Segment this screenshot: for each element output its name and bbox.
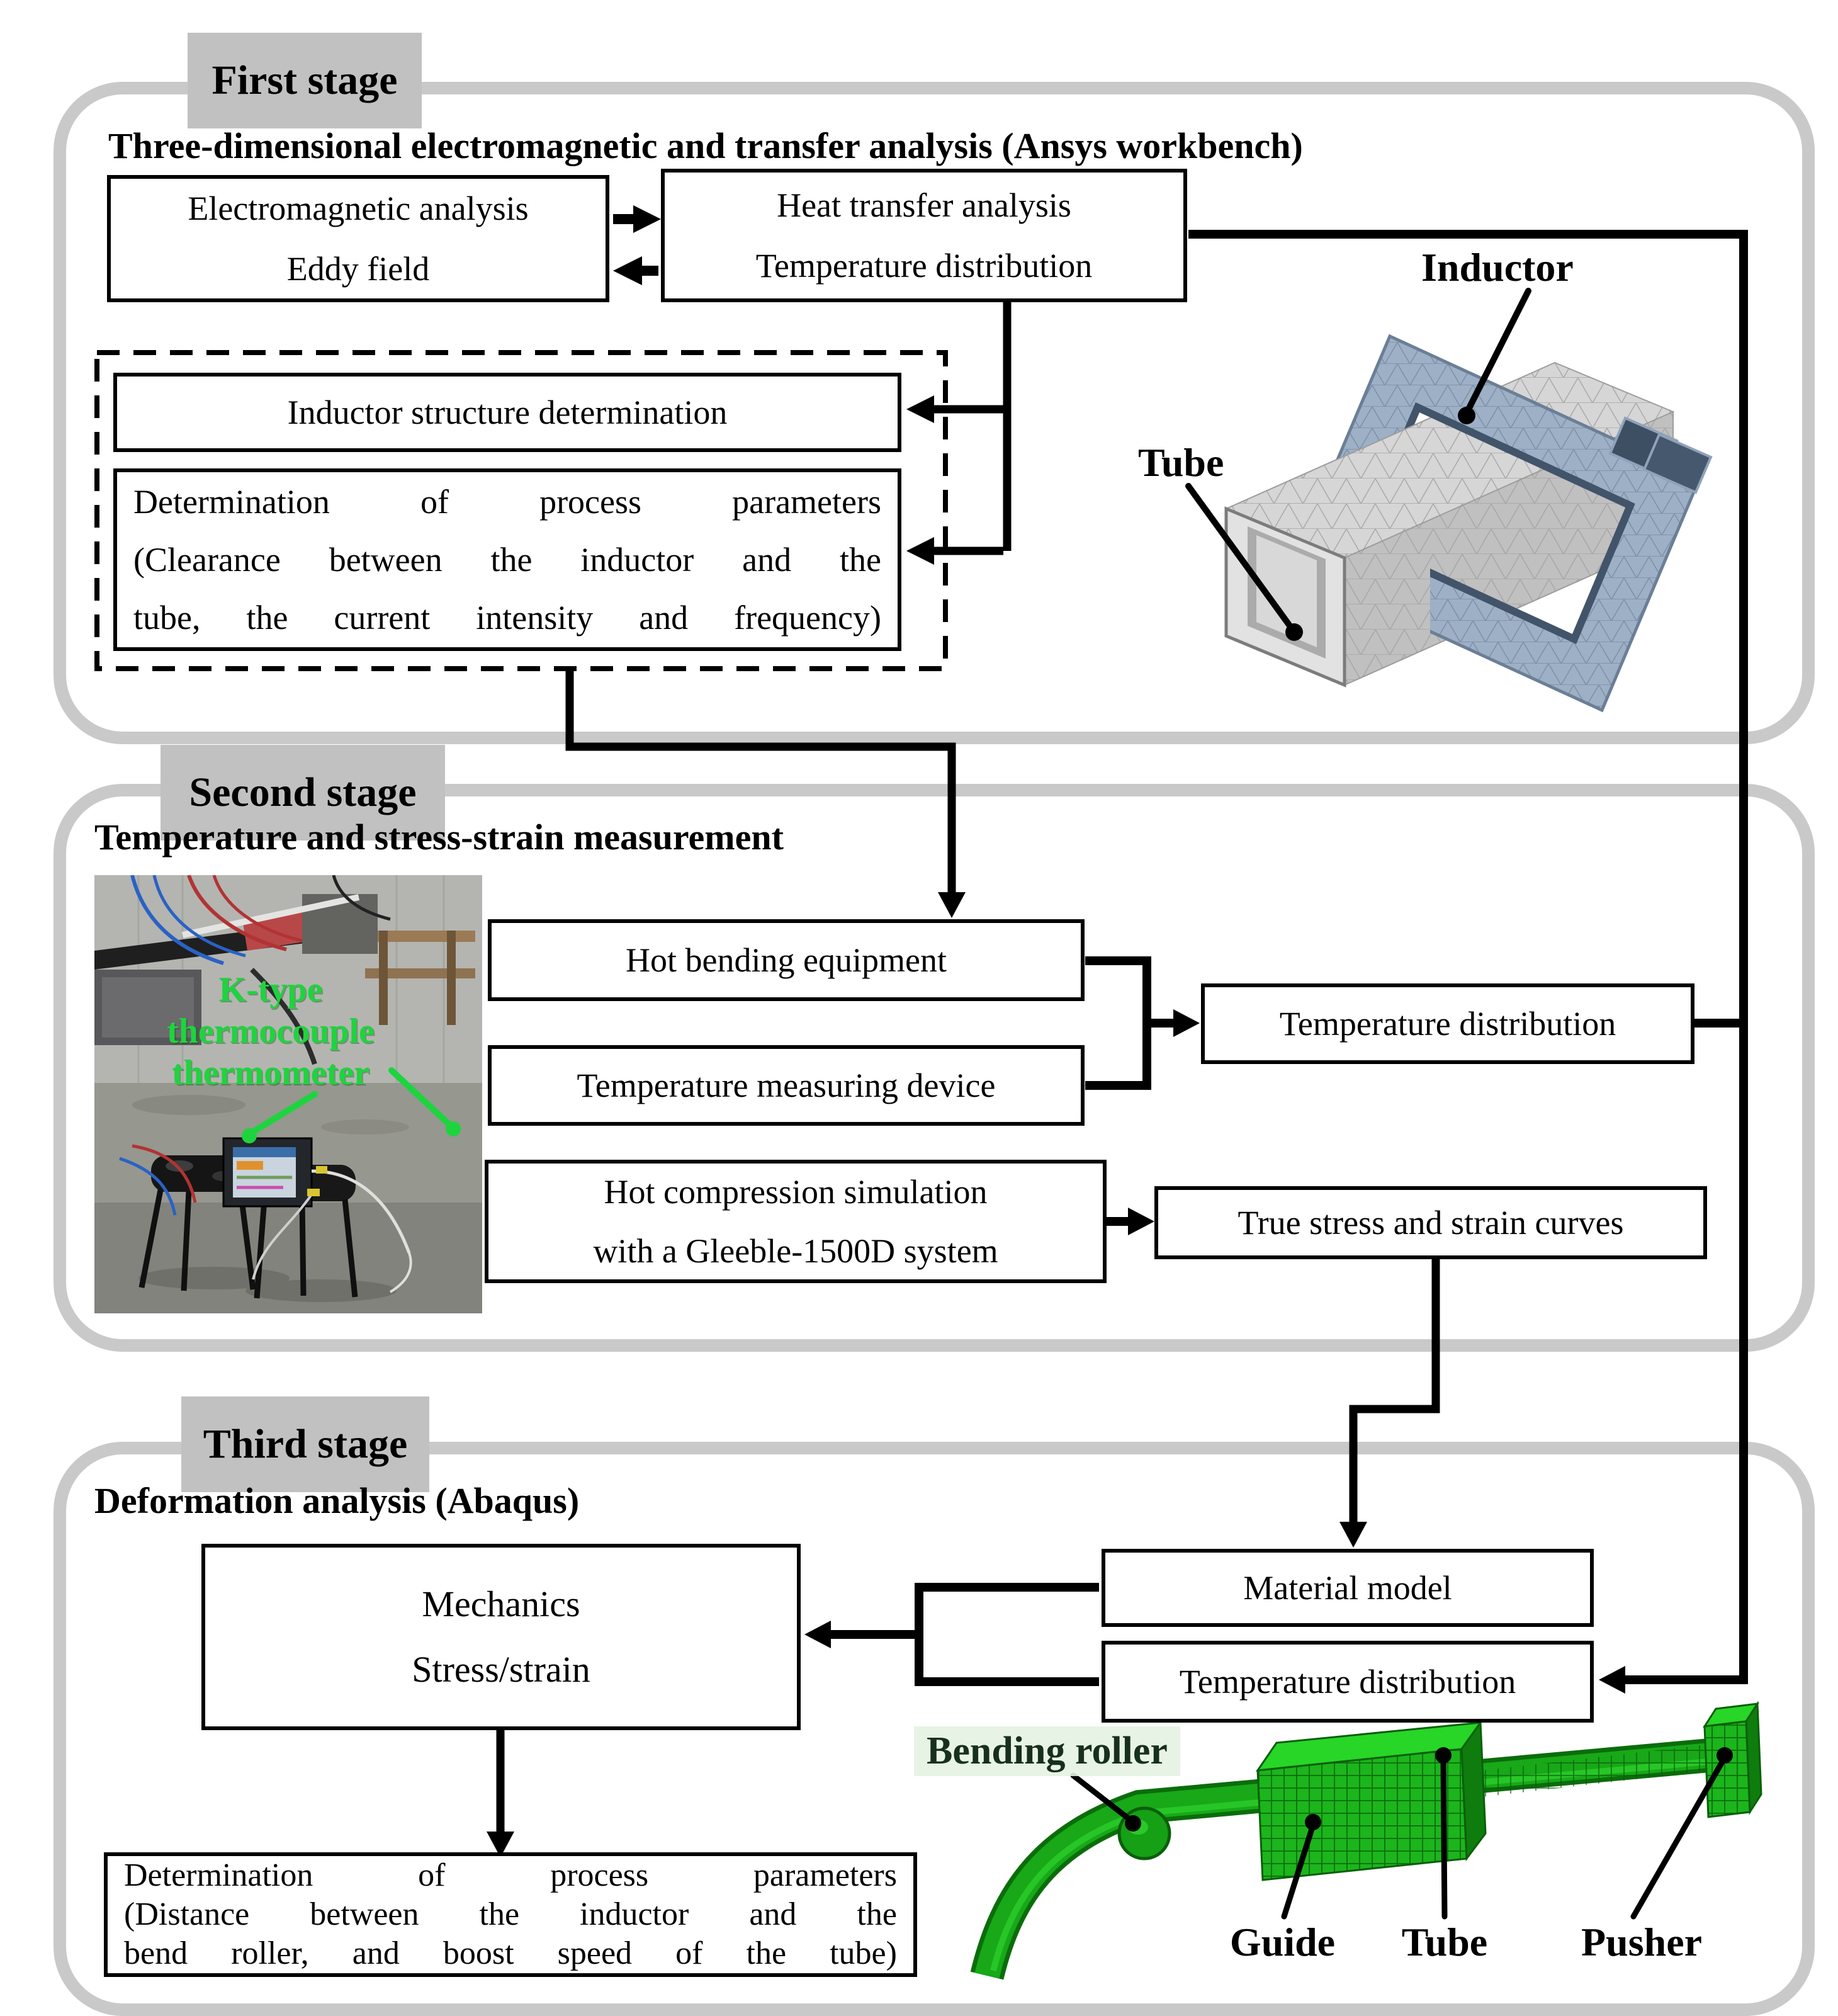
stage3-header: Deformation analysis (Abaqus) [94,1480,580,1521]
photo-annotation-line3: thermometer [171,1053,369,1092]
box-process-parameters-3: Determination of process parameters (Distance between the inductor and the bend roller, and boost speed of the tube) [104,1852,917,1977]
guide-3d [1258,1723,1486,1880]
box-electromagnetic-analysis: Electromagnetic analysis Eddy field [107,175,609,302]
pusher-leader [1633,1760,1723,1917]
stage1-label: First stage [188,33,422,128]
inductor-label: Inductor [1421,245,1574,290]
box-true-stress-strain: True stress and strain curves [1154,1186,1707,1259]
box-hot-bending-equipment: Hot bending equipment [488,919,1085,1001]
tube-label: Tube [1138,440,1224,485]
stage2-label: Second stage [161,745,445,841]
box-heat-transfer-analysis: Heat transfer analysis Temperature distribution [661,169,1187,302]
bracket-stage3 [919,1587,1099,1682]
box-temperature-distribution-3: Temperature distribution [1102,1641,1594,1723]
guide-label: Guide [1229,1920,1336,1964]
photo-leader-dot1 [242,1128,257,1143]
tube-leader-dot [1285,623,1303,641]
box-hot-compression-simulation: Hot compression simulation with a Gleeble-1500D system [485,1160,1107,1283]
inductor-leader-dot [1458,407,1475,424]
tube3-leader [1443,1762,1445,1917]
stage1-header: Three-dimensional electromagnetic and transfer analysis (Ansys workbench) [108,125,1303,166]
box-material-model: Material model [1102,1549,1594,1627]
stage2-header: Temperature and stress-strain measurement [94,817,784,858]
pusher-label: Pusher [1581,1920,1702,1964]
bus-stage2 [1085,961,1147,1085]
tube3-dot [1435,1747,1452,1764]
box-mechanics-stress-strain: Mechanics Stress/strain [201,1544,801,1730]
box-process-parameters-1: Determination of process parameters (Clearance between the inductor and the tube, the current intensity and frequency) [113,468,901,651]
stage3-label: Third stage [181,1396,429,1492]
box-temperature-measuring-device: Temperature measuring device [488,1045,1085,1126]
bending-roller-label: Bending roller [914,1726,1180,1776]
photo-annotation-line2: thermocouple [167,1012,375,1051]
box-inductor-structure: Inductor structure determination [113,373,901,452]
tube3-label: Tube [1401,1920,1488,1964]
bending-roller-dot [1125,1815,1141,1832]
inductor-tube-model [1188,291,1711,710]
line-stage1-to-stage2 [570,671,952,894]
pusher-3d [1705,1704,1761,1817]
box-temperature-distribution-2: Temperature distribution [1201,983,1694,1064]
photo-annotation-line1: K-type [218,970,323,1009]
photo-leader-dot2 [446,1121,461,1136]
line-stress-to-material [1353,1259,1436,1524]
guide-dot [1305,1814,1321,1830]
pusher-dot [1717,1747,1733,1764]
